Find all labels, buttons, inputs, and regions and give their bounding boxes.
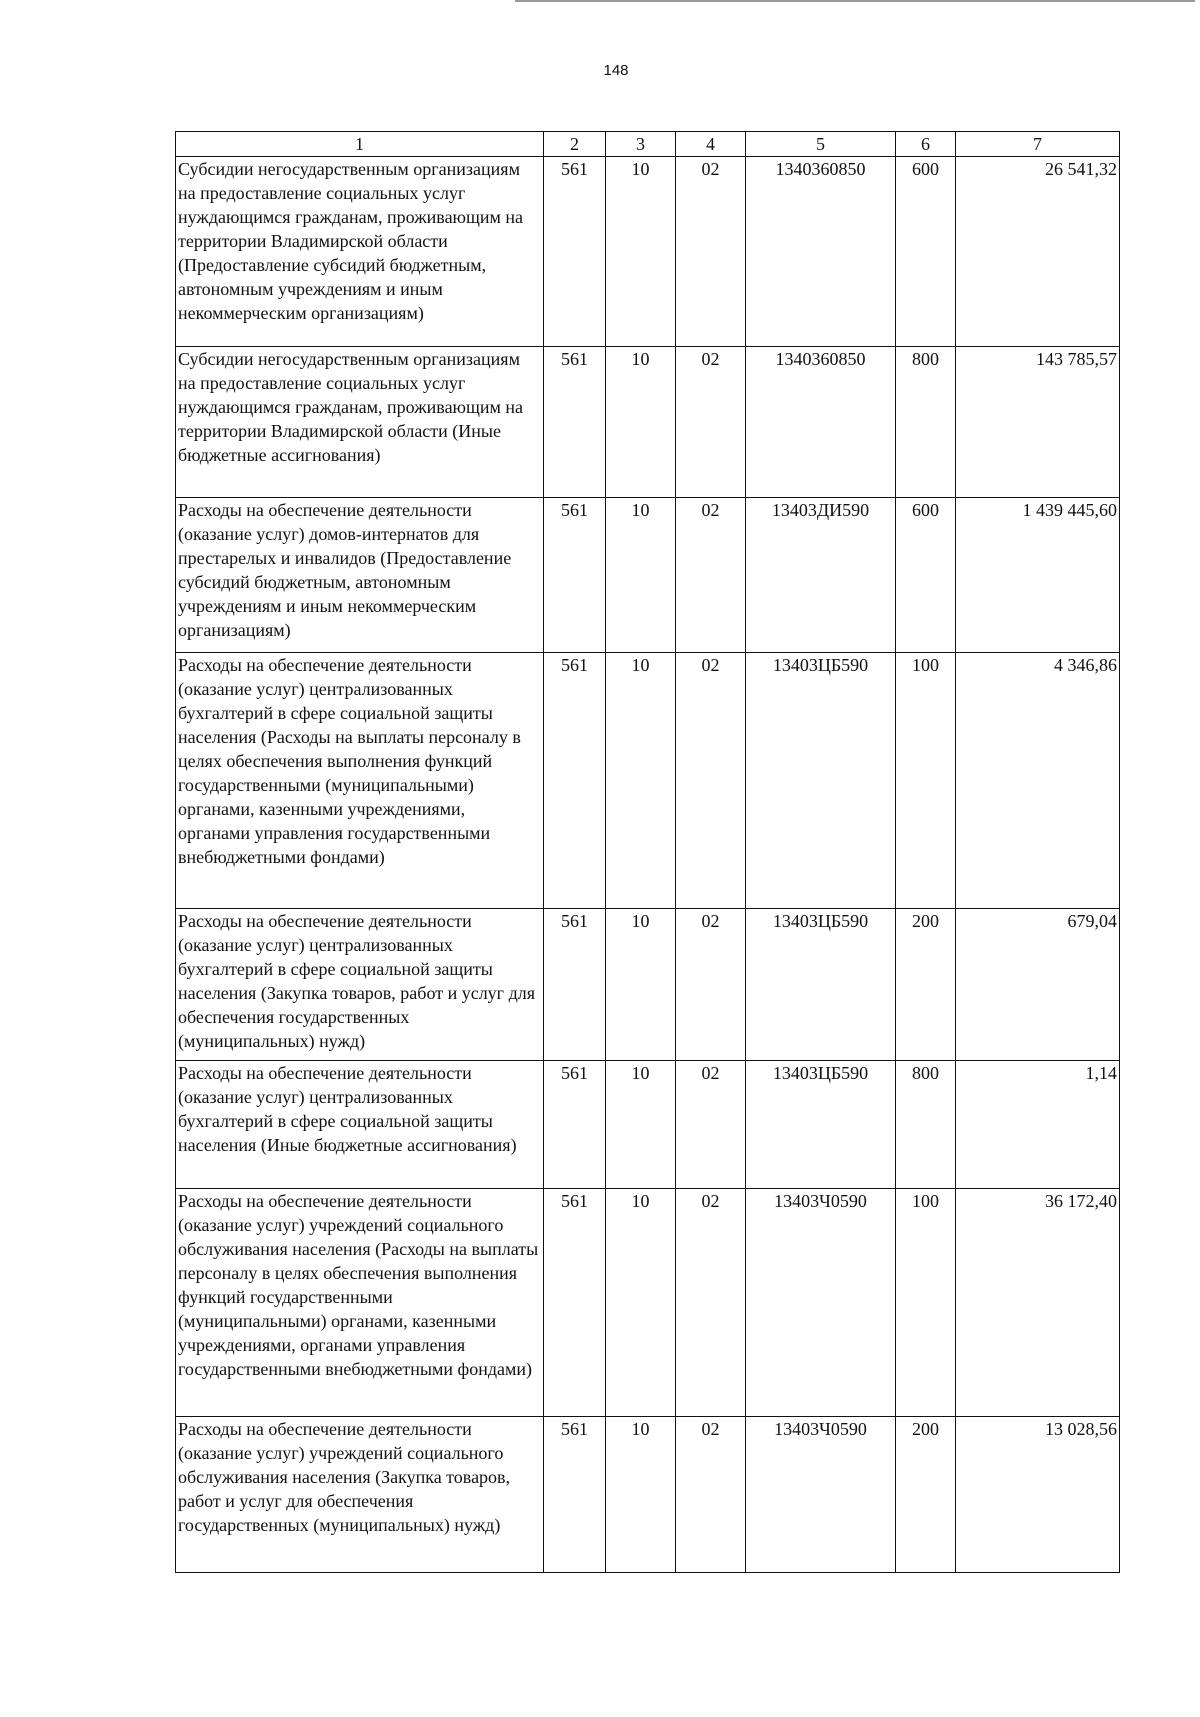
table-row xyxy=(176,1417,1120,1573)
expense-description: Расходы на обеспечение деятельности (оказание услуг) централизованных бухгалтерий в сфере социальной защиты населения (Расходы на выплаты персоналу в целях обеспечения выполнения функций государственными (муниципальными) органами, казенными учреждениями, органами управления государственными внебюджетными фондами) xyxy=(176,653,544,909)
amount-value: 679,04 xyxy=(956,909,1120,1061)
section-code: 10 xyxy=(606,653,676,909)
target-article-code: 13403Ч0590 xyxy=(746,1189,896,1417)
section-code: 10 xyxy=(606,498,676,653)
ministry-code: 561 xyxy=(544,498,606,653)
column-header-2: 2 xyxy=(544,132,606,157)
target-article-code: 13403Ч0590 xyxy=(746,1417,896,1573)
expense-type-code: 600 xyxy=(896,157,956,347)
subsection-code: 02 xyxy=(676,1189,746,1417)
expense-type-code: 800 xyxy=(896,347,956,498)
subsection-code: 02 xyxy=(676,157,746,347)
expense-description: Расходы на обеспечение деятельности (оказание услуг) учреждений социального обслуживания населения (Расходы на выплаты персоналу в целях обеспечения выполнения функций государственными (муниципальными) органами, казенными учреждениями, органами управления государственными внебюджетными фондами) xyxy=(176,1189,544,1417)
expense-description: Субсидии негосударственным организациям на предоставление социальных услуг нуждающимся гражданам, проживающим на территории Владимирской области (Предоставление субсидий бюджетным, автономным учреждениям и иным некоммерческим организациям) xyxy=(176,157,544,347)
amount-value: 4 346,86 xyxy=(956,653,1120,909)
subsection-code: 02 xyxy=(676,347,746,498)
expense-description: Расходы на обеспечение деятельности (оказание услуг) учреждений социального обслуживания населения (Закупка товаров, работ и услуг для обеспечения государственных (муниципальных) нужд) xyxy=(176,1417,544,1573)
section-code: 10 xyxy=(606,157,676,347)
amount-value: 1 439 445,60 xyxy=(956,498,1120,653)
subsection-code: 02 xyxy=(676,1417,746,1573)
expense-type-code: 200 xyxy=(896,1417,956,1573)
table-row xyxy=(176,157,1120,347)
amount-value: 13 028,56 xyxy=(956,1417,1120,1573)
table-row xyxy=(176,498,1120,653)
budget-expenditure-table xyxy=(175,131,1120,1573)
ministry-code: 561 xyxy=(544,1061,606,1189)
expense-description: Расходы на обеспечение деятельности (оказание услуг) централизованных бухгалтерий в сфере социальной защиты населения (Иные бюджетные ассигнования) xyxy=(176,1061,544,1189)
expense-description: Расходы на обеспечение деятельности (оказание услуг) домов-интернатов для престарелых и инвалидов (Предоставление субсидий бюджетным, автономным учреждениям и иным некоммерческим организациям) xyxy=(176,498,544,653)
expense-type-code: 600 xyxy=(896,498,956,653)
expense-type-code: 800 xyxy=(896,1061,956,1189)
target-article-code: 13403ДИ590 xyxy=(746,498,896,653)
table-row xyxy=(176,1061,1120,1189)
ministry-code: 561 xyxy=(544,157,606,347)
target-article-code: 13403ЦБ590 xyxy=(746,653,896,909)
expense-description: Расходы на обеспечение деятельности (оказание услуг) централизованных бухгалтерий в сфере социальной защиты населения (Закупка товаров, работ и услуг для обеспечения государственных (муниципальных) нужд) xyxy=(176,909,544,1061)
amount-value: 143 785,57 xyxy=(956,347,1120,498)
ministry-code: 561 xyxy=(544,909,606,1061)
ministry-code: 561 xyxy=(544,1189,606,1417)
section-code: 10 xyxy=(606,1061,676,1189)
expense-description: Субсидии негосударственным организациям на предоставление социальных услуг нуждающимся гражданам, проживающим на территории Владимирской области (Иные бюджетные ассигнования) xyxy=(176,347,544,498)
column-header-1: 1 xyxy=(176,132,544,157)
amount-value: 1,14 xyxy=(956,1061,1120,1189)
table-row xyxy=(176,909,1120,1061)
column-header-7: 7 xyxy=(956,132,1120,157)
section-code: 10 xyxy=(606,1189,676,1417)
expense-type-code: 100 xyxy=(896,1189,956,1417)
subsection-code: 02 xyxy=(676,498,746,653)
subsection-code: 02 xyxy=(676,653,746,909)
subsection-code: 02 xyxy=(676,909,746,1061)
section-code: 10 xyxy=(606,909,676,1061)
scan-top-edge-line xyxy=(515,0,1195,2)
table-row xyxy=(176,347,1120,498)
column-header-4: 4 xyxy=(676,132,746,157)
ministry-code: 561 xyxy=(544,347,606,498)
target-article-code: 1340360850 xyxy=(746,157,896,347)
column-header-3: 3 xyxy=(606,132,676,157)
target-article-code: 13403ЦБ590 xyxy=(746,909,896,1061)
amount-value: 26 541,32 xyxy=(956,157,1120,347)
ministry-code: 561 xyxy=(544,653,606,909)
table-row xyxy=(176,1189,1120,1417)
target-article-code: 1340360850 xyxy=(746,347,896,498)
page-number: 148 xyxy=(603,62,629,79)
column-number-header-row xyxy=(176,132,1120,157)
expense-type-code: 100 xyxy=(896,653,956,909)
section-code: 10 xyxy=(606,347,676,498)
subsection-code: 02 xyxy=(676,1061,746,1189)
ministry-code: 561 xyxy=(544,1417,606,1573)
expense-type-code: 200 xyxy=(896,909,956,1061)
target-article-code: 13403ЦБ590 xyxy=(746,1061,896,1189)
table-row xyxy=(176,653,1120,909)
section-code: 10 xyxy=(606,1417,676,1573)
column-header-5: 5 xyxy=(746,132,896,157)
column-header-6: 6 xyxy=(896,132,956,157)
amount-value: 36 172,40 xyxy=(956,1189,1120,1417)
